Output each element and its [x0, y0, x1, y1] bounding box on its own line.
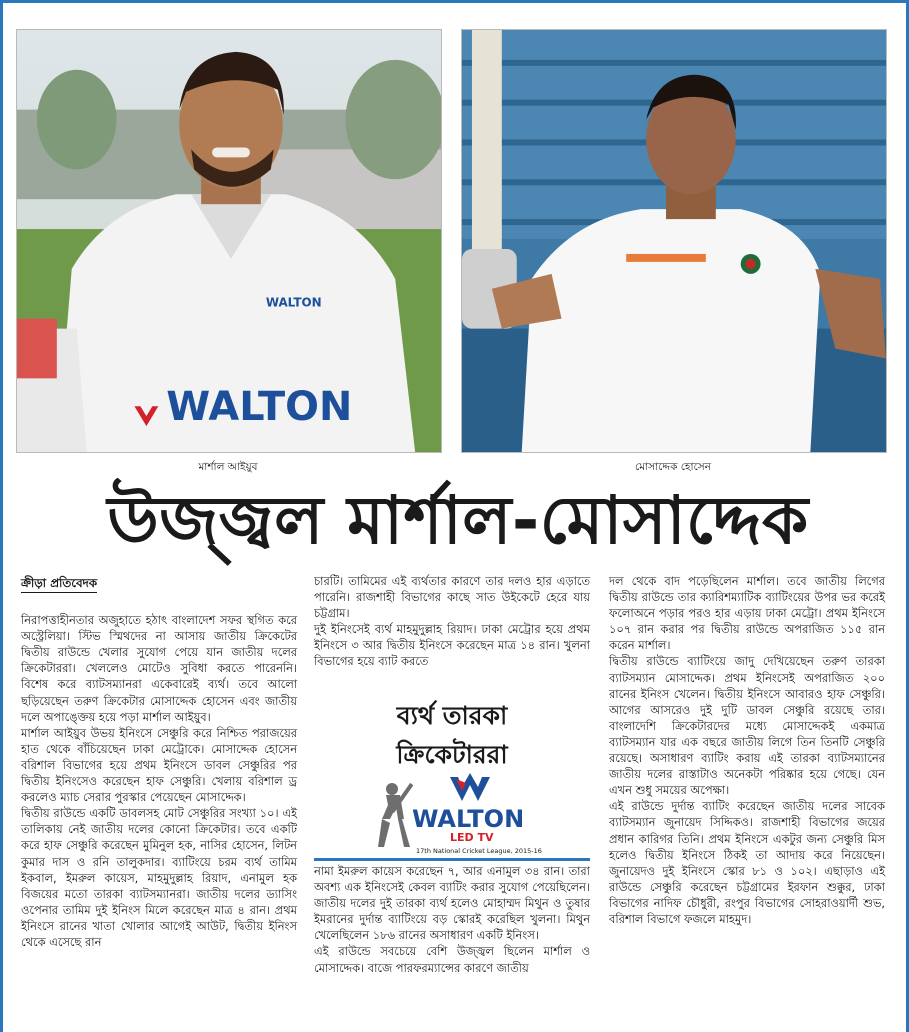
- paragraph: দুই ইনিংসেই ব্যর্থ মাহমুদুল্লাহ রিয়াদ। ঢাকা মেট্রোর হয়ে প্রথম ইনিংসে ৩ আর দ্বিতীয় ইনিংসে করেছেন মাত্র ১৪ রান। খুলনা বিভাগের হয়ে ব্যাট করতে: [314, 622, 590, 669]
- jersey-logo-small: WALTON: [265, 295, 322, 310]
- photo-caption-left: মার্শাল আইয়ুব: [198, 461, 258, 473]
- byline: ক্রীড়া প্রতিবেদক: [21, 575, 97, 593]
- photo-marshall-ayub: [16, 29, 442, 453]
- player-photo-left: [17, 30, 441, 452]
- headline: উজ্জ্বল মার্শাল-মোসাদ্দেক: [107, 482, 809, 559]
- logo-sub-text: LED TV: [450, 831, 494, 844]
- cricketer-silhouette-icon: [378, 783, 413, 847]
- paragraph: দ্বিতীয় রাউন্ডে একটি ডাবলসহ মোট সেঞ্চুরির সংখ্যা ১০। এই তালিকায় নেই জাতীয় দলের কোনো ক্রিকেটার। তবে একটি করে হাফ সেঞ্চুরি করেছেন মুমিনুল হক, নাসির হোসেন, লিটন কুমার দাস ও রনি তালুকদার। ব্যাটিংয়ে চরম ব্যর্থ তামিম ইকবাল, ইমরুল কায়েস, মাহমুদুল্লাহ রিয়াদ, এনামুল হক বিজয়ের মতো তারকা ব্যাটসম্যানরা। জাতীয় দলের ড্যাসিং ওপেনার তামিম দুই ইনিংস মিলে করেছেন মাত্র ৪ রান। প্রথম ইনিংসে রানের খাতা খোলার আগেই আউট, দ্বিতীয় ইনিংস থেকে এসেছে রান: [21, 806, 297, 949]
- photo-mosaddek-hossain: [461, 29, 887, 453]
- sidebar-title-line1: ব্যর্থ তারকা: [396, 701, 508, 730]
- walton-led-tv-logo: [370, 771, 560, 857]
- jersey-logo-large: WALTON: [166, 384, 353, 431]
- sponsor-logo: [370, 771, 560, 857]
- article-column-2-top: [314, 573, 590, 670]
- paragraph: এই রাউন্ডে দুর্দান্ত ব্যাটিং করেছেন জাতীয় দলের সাবেক ব্যাটসম্যান জুনায়েদ সিদ্দিকও। রাজশাহী বিভাগের জয়ের প্রধান কারিগর তিনি। প্রথম ইনিংসে একটুর জন্য সেঞ্চুরি মিস হলেও দ্বিতীয় ইনিংসে ঠিকই তা আদায় করে নিয়েছেন। জুনায়েদও দুই ইনিংসে স্কোর ৮১ ও ১০২। এছাড়াও এই রাউন্ডে সেঞ্চুরি করেছেন চট্টগ্রামের ইরফান শুক্কুর, ঢাকা বিভাগের নাদিফ চৌধুরী, রংপুর বিভাগের সোহরাওয়ার্দী শুভ, বরিশাল বিভাগে ফজলে মাহমুদ।: [609, 799, 885, 926]
- walton-w-icon: [450, 773, 490, 801]
- divider: [314, 858, 590, 861]
- paragraph: এই রাউন্ডে সবচেয়ে বেশি উজ্জ্বল ছিলেন মার্শাল ও মোসাদ্দেক। বাজে পারফরম্যান্সের কারণে জাতীয়: [314, 944, 590, 975]
- paragraph: নিরাপত্তাহীনতার অজুহাতে হঠাৎ বাংলাদেশ সফর স্থগিত করে অস্ট্রেলিয়া। স্টিভ স্মিথদের না আসায় জাতীয় ক্রিকেটের দ্বিতীয় রাউন্ডে খেলার সুযোগ পেয়ে যান জাতীয় দলের ক্রিকেটাররা। খেললেও মোটেও সুবিধা করতে পারেননি। বিশেষ করে ব্যাটসম্যানরা একেবারেই ব্যর্থ। তবে আলো ছড়িয়েছেন তরুণ ক্রিকেটার মোসাদ্দেক হোসেন এবং জাতীয় দলে অপাঙ্ক্তেয় হয়ে পড়া মার্শাল আইয়ুব।: [21, 613, 297, 724]
- logo-tagline: 17th National Cricket League, 2015-16: [416, 847, 542, 855]
- sidebar-highlight: [314, 693, 590, 857]
- paragraph: দল থেকে বাদ পড়েছিলেন মার্শাল। তবে জাতীয় লিগের দ্বিতীয় রাউন্ডে তার ক্যারিশম্যাটিক ব্যাটিংয়ের উপর ভর করেই ফলোঅনে পড়ার পরও হার এড়ায় ঢাকা মেট্রো। প্রথম ইনিংসে ১০৭ রান করার পর দ্বিতীয় রাউন্ডে অপরাজিত ১১৫ রান করেন মার্শাল।: [609, 574, 885, 653]
- article-column-2-bottom: [314, 863, 590, 976]
- photo-caption-right: মোসাদ্দেক হোসেন: [634, 461, 712, 473]
- paragraph: চারটি। তামিমের এই ব্যর্থতার কারণে তার দলও হার এড়াতে পারেনি। রাজশাহী বিভাগের কাছে সাত উইকেটে হেরে যায় চট্টগ্রাম।: [314, 574, 590, 621]
- logo-brand-text: WALTON: [412, 805, 525, 833]
- paragraph: নামা ইমরুল কায়েস করেছেন ৭, আর এনামুল ৩৪ রান। তারা অবশ্য এক ইনিংসেই কেবল ব্যাটিং করার সুযোগ পেয়েছিলেন। জাতীয় দলের দুই তারকা ব্যর্থ হলেও মোহাম্মদ মিথুন ও তুষার ইমরানের দুর্দান্ত ব্যাটিংয়ে বড় স্কোরই করেছিল খুলনা। মিথুন খেলেছিলেন ১৮৬ রানের অসাধারণ একটি ইনিংস।: [314, 864, 590, 943]
- article-column-3: [609, 573, 885, 927]
- paragraph: মার্শাল আইয়ুব উভয় ইনিংসে সেঞ্চুরি করে নিশ্চিত পরাজয়ের হাত থেকে বাঁচিয়েছেন ঢাকা মেট্রোকে। মোসাদ্দেক হোসেন বরিশাল বিভাগের হয়ে প্রথম ইনিংসে ডাবল সেঞ্চুরির পর দ্বিতীয় ইনিংসেও করেছেন হাফ সেঞ্চুরি। খেলায় বরিশাল ড্র করলেও ম্যাচ সেরার পুরস্কার পেয়েছেন মোসাদ্দেক।: [21, 725, 297, 805]
- paragraph: দ্বিতীয় রাউন্ডে ব্যাটিংয়ে জাদু দেখিয়েছেন তরুণ তারকা ব্যাটসম্যান মোসাদ্দেক। প্রথম ইনিংসেই অপরাজিত ২০০ রানের ইনিংস খেলেন। দ্বিতীয় ইনিংসে আবারও হাফ সেঞ্চুরি। আগের আসরেও দুই দুটি ডাবল সেঞ্চুরি রয়েছে তার। বাংলাদেশি ক্রিকেটারদের মধ্যে মোসাদ্দেকই একমাত্র ব্যাটসম্যান যার এক বছরে জাতীয় লিগে তিন তিনটি সেঞ্চুরি রয়েছে। অসাধারণ ব্যাটিং করায় এই তারকা ব্যাটসম্যানের জাতীয় দলের রাস্তাটাও অনেকটা পরিষ্কার হয়ে গেছে। যেন এখন শুধু সময়ের অপেক্ষা।: [609, 654, 885, 798]
- sidebar-title-line2: ক্রিকেটাররা: [396, 740, 508, 769]
- player-photo-right: [462, 30, 886, 452]
- article-column-1: [21, 575, 297, 950]
